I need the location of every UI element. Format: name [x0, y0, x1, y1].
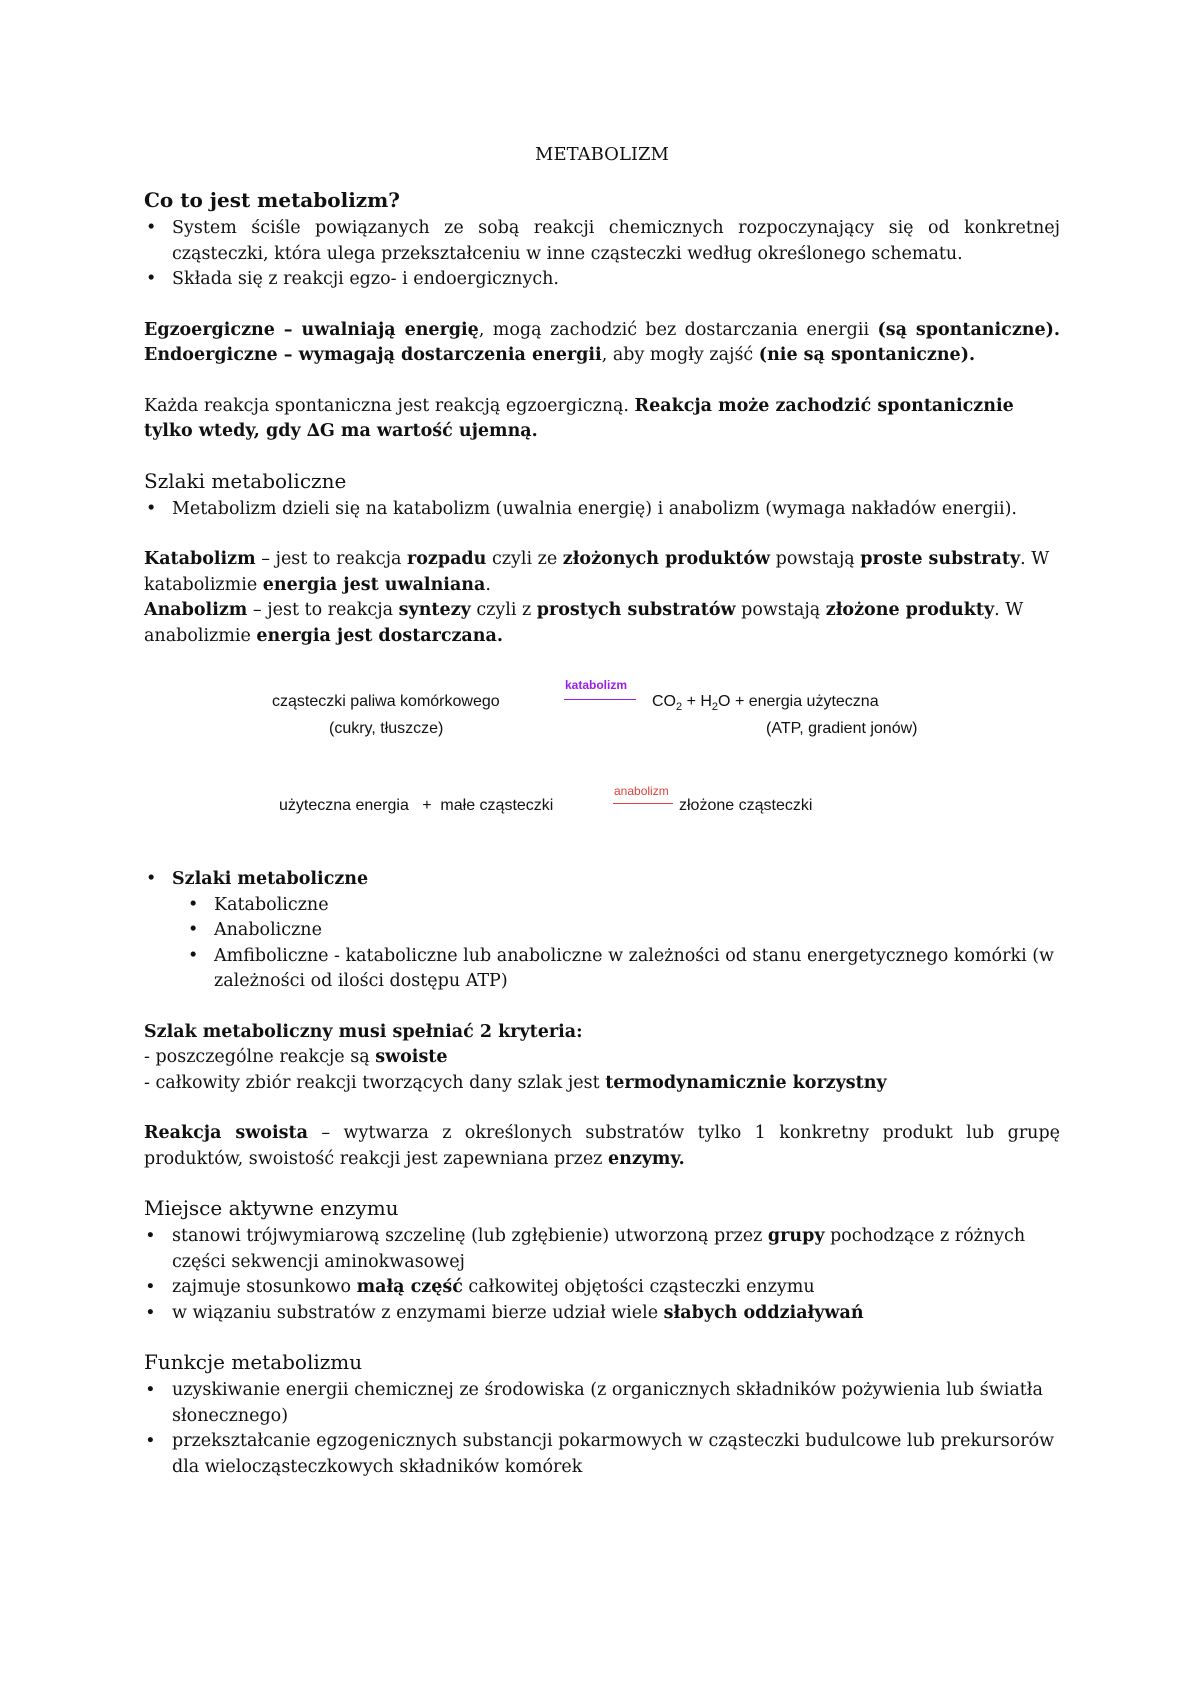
diagram-fuel-label: cząsteczki paliwa komórkowego: [272, 693, 500, 710]
bullet-icon: •: [142, 1275, 160, 1299]
list-pathway-types: [144, 867, 1060, 893]
bullet-icon: •: [146, 869, 157, 889]
bullet-icon: •: [142, 1429, 160, 1453]
paragraph-anabolizm: Anabolizm – jest to reakcja syntezy czyli z prostych substratów powstają złożone produkty. W anabolizmie energia jest dostarczana.: [144, 600, 1024, 646]
list-active-site: [144, 1224, 1060, 1326]
list-item: • zajmuje stosunkowo małą część całkowitej objętości cząsteczki enzymu: [144, 1275, 1060, 1301]
bullet-icon: •: [188, 945, 199, 966]
diagram-atp-label: (ATP, gradient jonów): [766, 720, 918, 737]
list-item: • Składa się z reakcji egzo- i endoergicznych.: [144, 267, 1060, 293]
paragraph-spontaneous: Każda reakcja spontaniczna jest reakcją egzoergiczną. Reakcja może zachodzić spontanicznie tylko wtedy, gdy ∆G ma wartość ujemną.: [144, 395, 1014, 441]
paragraph-katabolizm: Katabolizm – jest to reakcja rozpadu czyli ze złożonych produktów powstają proste substraty. W katabolizmie energia jest uwalniana.: [144, 549, 1050, 595]
heading-metabolic-pathways: Szlaki metaboliczne: [144, 468, 347, 493]
katabolizm-arrow-icon: [564, 699, 636, 700]
paragraph-egzoergiczne: Egzoergiczne – uwalniają energię, mogą zachodzić bez dostarczania energii (są spontaniczne).: [144, 319, 1060, 340]
diagram-products: $CO_2 + H_2O$ + energia użyteczna: [652, 693, 879, 714]
list-item: • System ściśle powiązanych ze sobą reakcji chemicznych rozpoczynający się od konkretnej cząsteczki, która ulega przekształceniu w inne cząsteczki według określonego schematu.: [146, 218, 1060, 264]
diagram-fuel-sublabel: (cukry, tłuszcze): [329, 720, 444, 737]
anabolizm-arrow-icon: [613, 803, 673, 804]
list-item: • Anaboliczne: [186, 918, 1060, 944]
diagram-katabolizm-label: katabolizm: [565, 678, 628, 692]
list-metabolic-pathways: [144, 497, 1060, 523]
heading-metabolism-functions: Funkcje metabolizmu: [144, 1350, 363, 1374]
list-what-is-metabolism: [144, 216, 1060, 293]
list-item: • uzyskiwanie energii chemicznej ze środowiska (z organicznych składników pożywienia lub światła słonecznego): [142, 1378, 1043, 1426]
bullet-icon: •: [142, 1301, 160, 1324]
diagram-complex-label: złożone cząsteczki: [679, 797, 813, 814]
criteria-heading: Szlak metaboliczny musi spełniać 2 kryteria:: [144, 1021, 583, 1042]
page-title: METABOLIZM: [535, 144, 669, 165]
list-item: • Szlaki metaboliczne: [144, 867, 1060, 893]
bullet-icon: •: [142, 1224, 160, 1248]
bullet-icon: •: [142, 1378, 160, 1402]
paragraph-reakcja-swoista: Reakcja swoista – wytwarza z określonych substratów tylko 1 konkretny produkt lub grupę produktów, swoistość reakcji jest zapewniana przez enzymy.: [144, 1123, 1061, 1169]
list-item: • Kataboliczne: [186, 893, 1060, 919]
list-item: • Amfiboliczne - kataboliczne lub anaboliczne w zależności od stanu energetycznego komórki (w zależności od ilości dostępu ATP): [188, 945, 1055, 991]
paragraph-endoergiczne: Endoergiczne – wymagają dostarczenia energii, aby mogły zajść (nie są spontaniczne).: [144, 345, 976, 365]
bullet-icon: •: [146, 269, 157, 289]
bullet-icon: •: [146, 498, 157, 519]
list-item: • w wiązaniu substratów z enzymami bierze udział wiele słabych oddziaływań: [144, 1301, 1060, 1327]
criteria-line-1: - poszczególne reakcje są swoiste: [144, 1047, 448, 1067]
diagram-useful-energy: użyteczna energia + małe cząsteczki: [279, 797, 554, 814]
sublist-pathway-types: [144, 893, 1060, 995]
list-item: • Metabolizm dzieli się na katabolizm (uwalnia energię) i anabolizm (wymaga nakładów energii).: [144, 497, 1060, 523]
diagram-anabolizm-label: anabolizm: [614, 784, 669, 798]
metabolism-diagram: [144, 665, 1060, 857]
list-metabolism-functions: [144, 1378, 1060, 1480]
heading-active-site: Miejsce aktywne enzymu: [144, 1196, 399, 1220]
list-item: • stanowi trójwymiarową szczelinę (lub zgłębienie) utworzoną przez grupy pochodzące z różnych części sekwencji aminokwasowej: [142, 1224, 1026, 1272]
heading-what-is-metabolism: Co to jest metabolizm?: [144, 188, 401, 212]
bullet-icon: •: [146, 218, 157, 238]
bullet-icon: •: [188, 920, 199, 940]
list-item: • przekształcanie egzogenicznych substancji pokarmowych w cząsteczki budulcowe lub prekursorów dla wielocząsteczkowych składników komórek: [142, 1429, 1055, 1477]
bullet-icon: •: [188, 894, 199, 915]
document-content: [144, 142, 1060, 1480]
criteria-line-2: - całkowity zbiór reakcji tworzących dany szlak jest termodynamicznie korzystny: [144, 1072, 887, 1093]
